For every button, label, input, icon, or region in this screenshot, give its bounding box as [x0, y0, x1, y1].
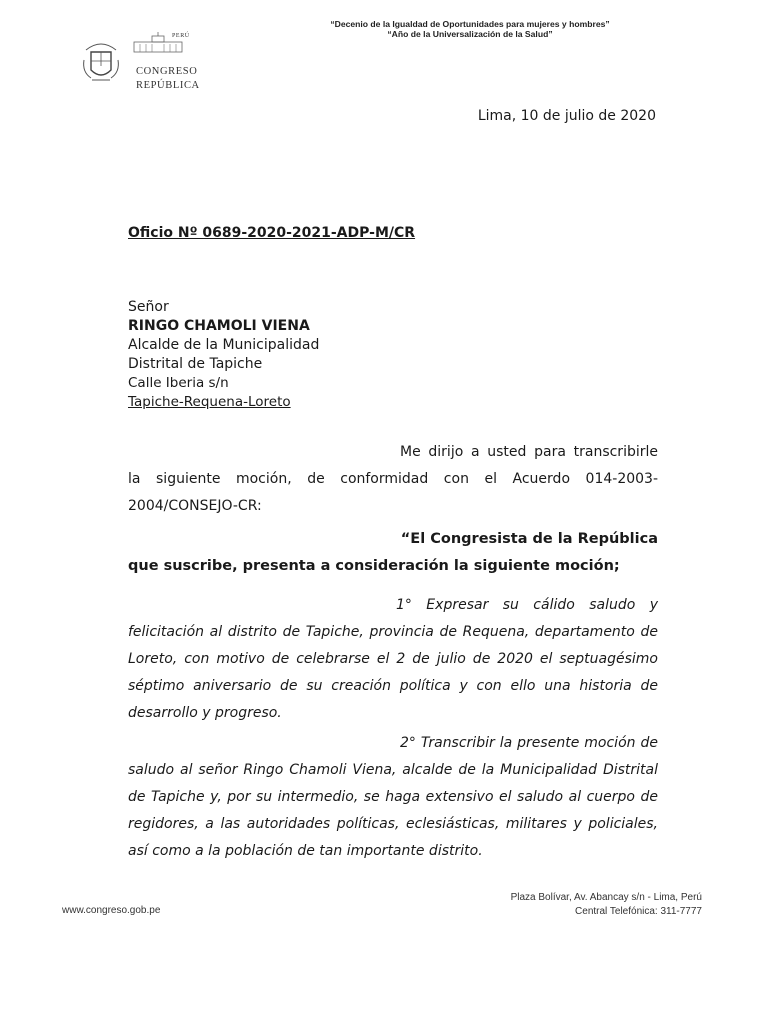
recipient-block — [128, 298, 319, 412]
oficio-number: Oficio Nº 0689-2020-2021-ADP-M/CR — [128, 225, 416, 241]
footer-website: www.congreso.gob.pe — [62, 905, 161, 916]
item2-rest: saludo al señor Ringo Chamoli Viena, alcalde de la Municipalidad Distrital de Tapiche y, por su intermedio, se haga extensivo el saludo al cuerpo de regidores, a las autoridades políticas, eclesiásticas, militares y policiales, así como a la población de tan importante distrito. — [128, 762, 658, 859]
intro-paragraph — [128, 439, 658, 520]
mocion-heading-rest: que suscribe, presenta a consideración la siguiente moción; — [128, 558, 620, 574]
logo-congreso: CONGRESO — [136, 66, 198, 77]
logo-peru: PERÚ — [172, 33, 190, 39]
recipient-title-1: Alcalde de la Municipalidad — [128, 337, 320, 353]
footer-contact — [440, 891, 702, 919]
decenio-line-2: “Año de la Universalización de la Salud” — [387, 29, 553, 39]
item1-rest: felicitación al distrito de Tapiche, provincia de Requena, departamento de Loreto, con motivo de celebrarse el 2 de julio de 2020 el septuagésimo séptimo aniversario de su creación política y con ello una historia de desarrollo y progreso. — [128, 624, 658, 721]
recipient-street: Calle Iberia s/n — [128, 375, 229, 391]
mocion-heading-first: “El Congresista de la República — [400, 531, 658, 547]
recipient-name: RINGO CHAMOLI VIENA — [128, 318, 310, 334]
mocion-item-1 — [128, 592, 658, 727]
footer-address: Plaza Bolívar, Av. Abancay s/n - Lima, Perú — [510, 892, 702, 903]
intro-first: Me dirijo a usted para transcribirle la — [128, 444, 658, 487]
decenio-header — [300, 19, 640, 39]
recipient-salutation: Señor — [128, 299, 169, 315]
footer-phone: Central Telefónica: 311-7777 — [575, 906, 702, 917]
letter-date: Lima, 10 de julio de 2020 — [477, 108, 656, 124]
item1-first: 1° Expresar su cálido saludo y — [396, 597, 658, 613]
mocion-item-2 — [128, 730, 658, 865]
recipient-title-2: Distrital de Tapiche — [128, 356, 263, 372]
mocion-heading — [128, 526, 658, 580]
coat-of-arms-icon — [80, 36, 122, 88]
item2-first: 2° Transcribir la presente moción de — [400, 735, 658, 751]
decenio-line-1: “Decenio de la Igualdad de Oportunidades para mujeres y hombres” — [330, 19, 610, 29]
intro-rest: siguiente moción, de conformidad con el Acuerdo 014-2003-2004/CONSEJO-CR: — [128, 471, 658, 514]
recipient-city: Tapiche-Requena-Loreto — [128, 394, 291, 410]
logo-republica: REPÚBLICA — [136, 80, 200, 91]
congreso-logo — [80, 30, 210, 94]
